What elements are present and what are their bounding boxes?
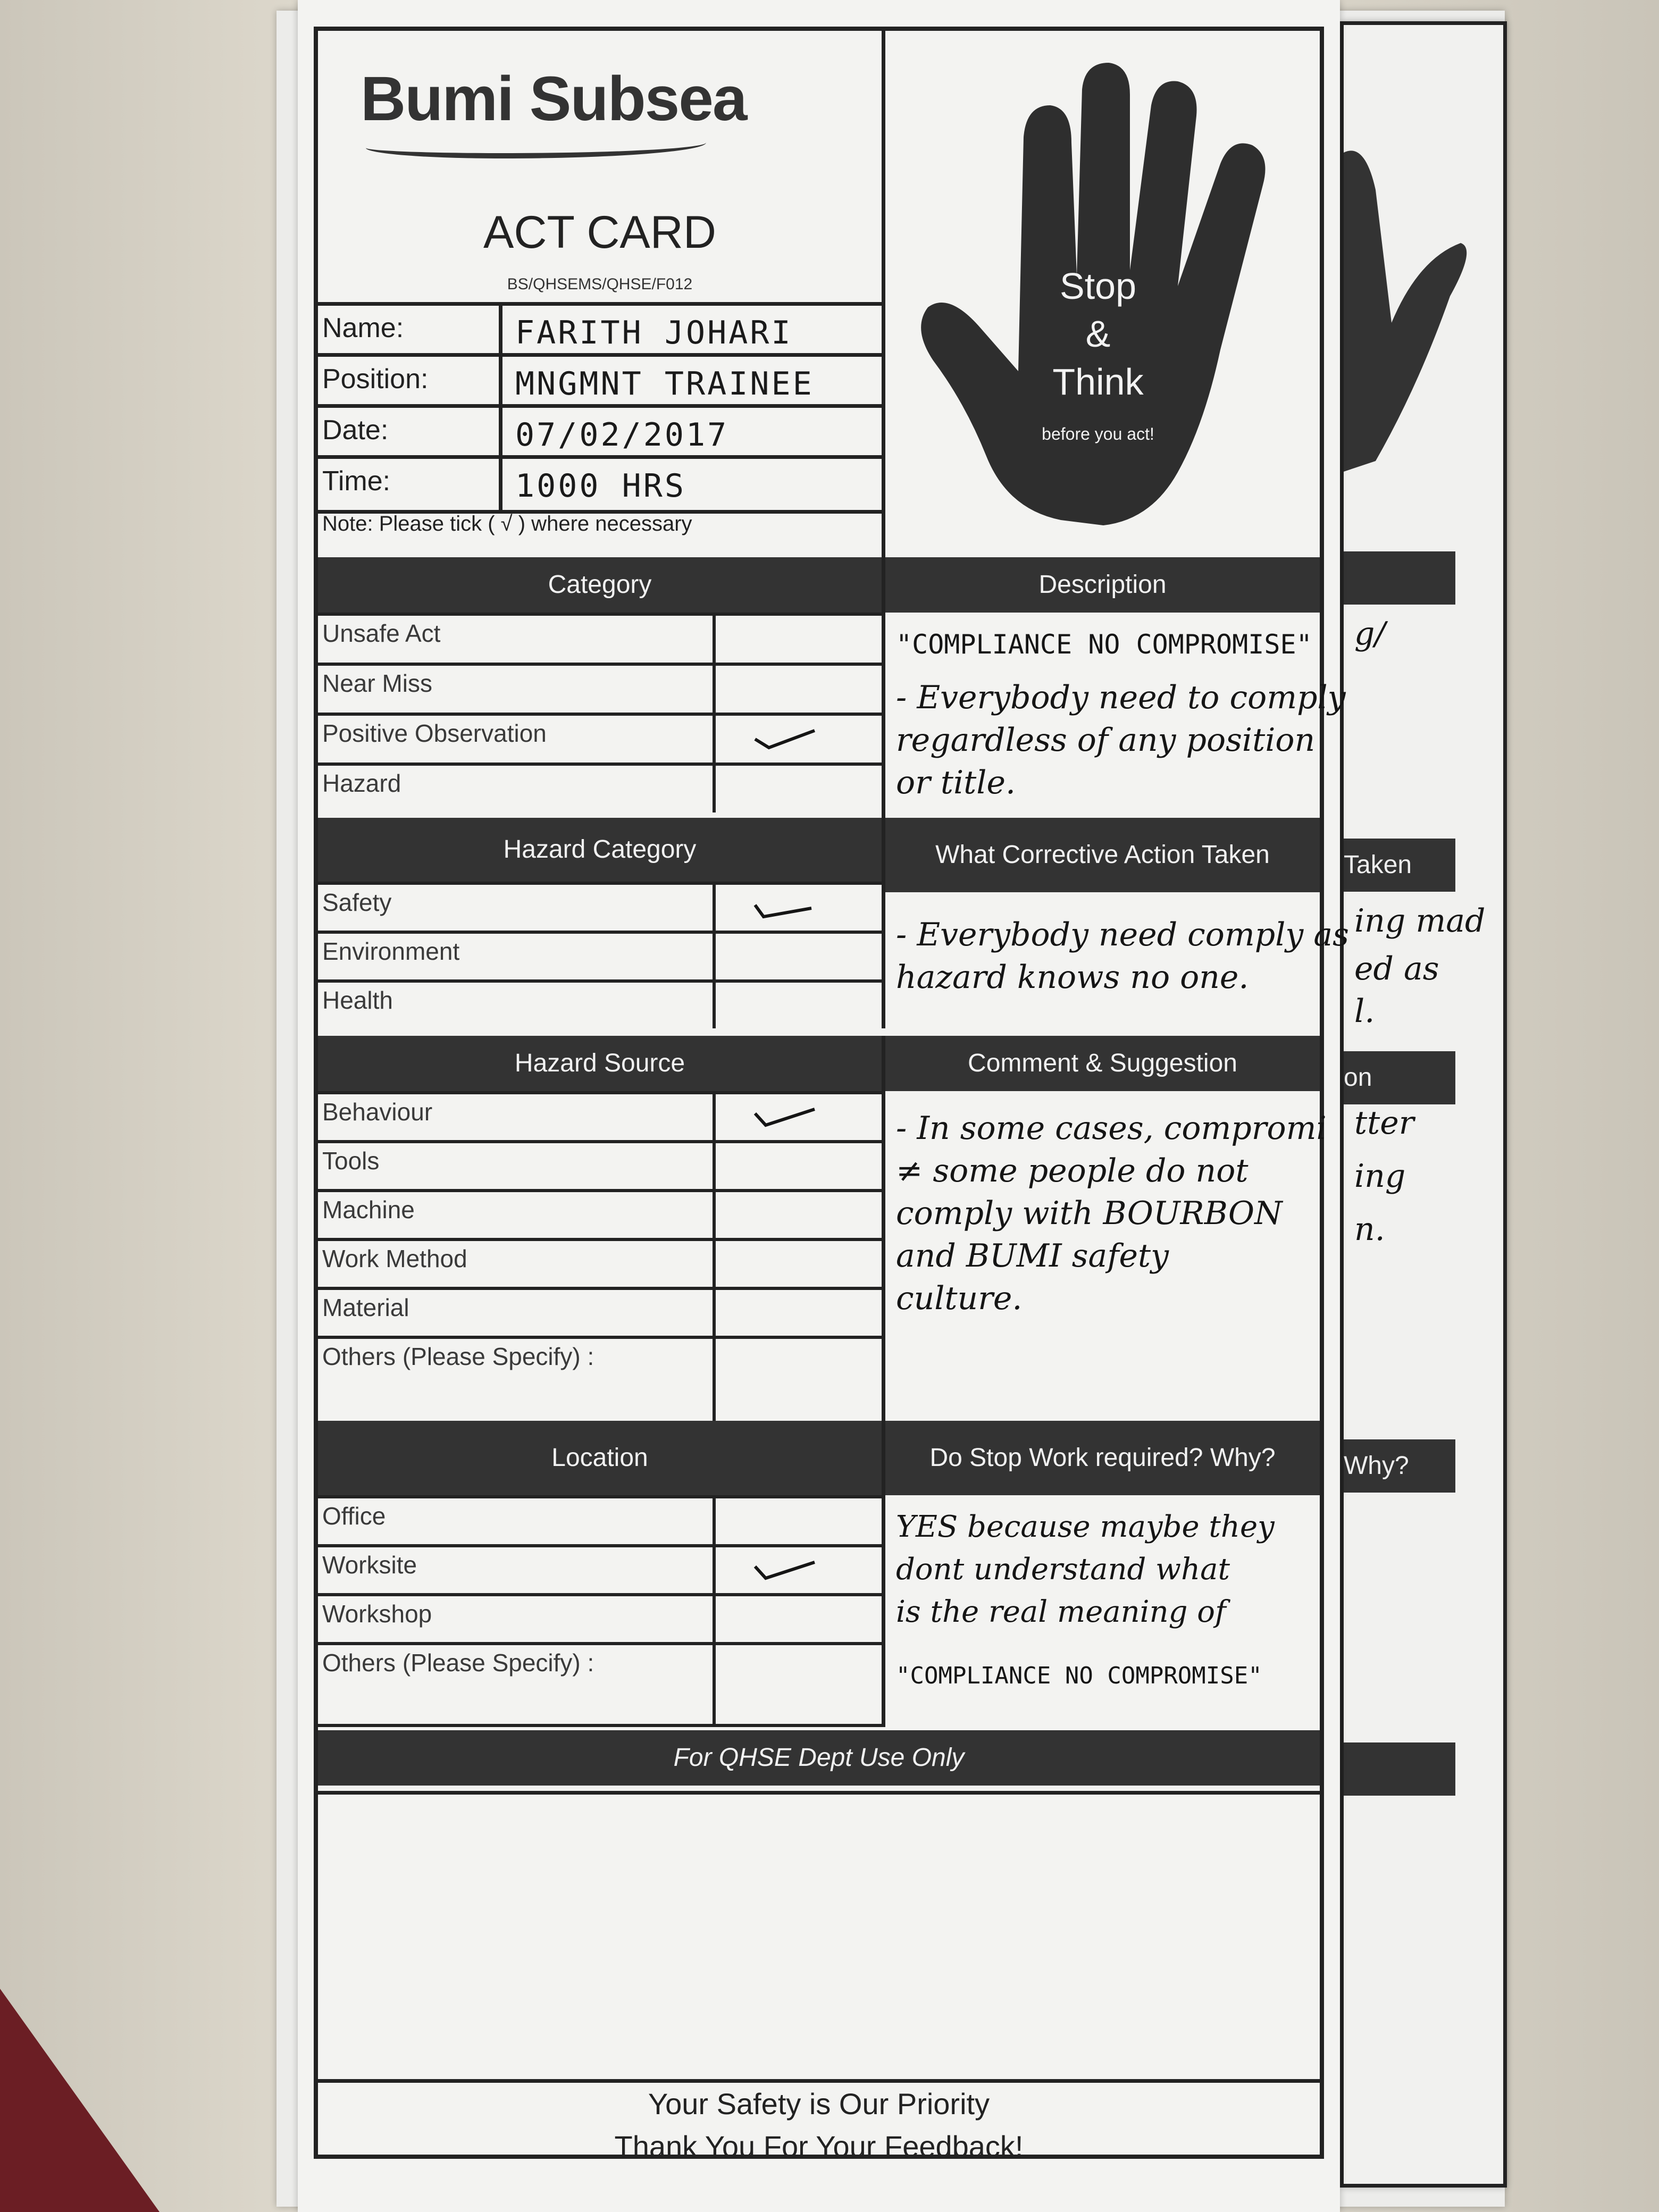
logo-swoosh	[366, 132, 706, 158]
location-checkbox[interactable]	[713, 1547, 882, 1593]
date-row	[318, 404, 882, 459]
footer-thanks: Thank You For Your Feedback!	[614, 2130, 1024, 2163]
category-row	[318, 613, 882, 663]
corrective-action-header: What Corrective Action Taken	[882, 818, 1320, 892]
back-card-text: tter	[1354, 1104, 1414, 1142]
location-row	[318, 1544, 882, 1593]
location-row	[318, 1593, 882, 1642]
hazard-source-row	[318, 1140, 882, 1189]
location-checkbox[interactable]	[713, 1498, 882, 1544]
back-card-band-label: on	[1344, 1063, 1372, 1092]
hazard-category-label: Environment	[322, 937, 460, 965]
stop-work-header: Do Stop Work required? Why?	[882, 1421, 1320, 1495]
back-card-hand-icon	[1344, 57, 1503, 535]
description-line: regardless of any position	[896, 722, 1316, 759]
hazard-category-row	[318, 931, 882, 979]
comment-line: ≠ some people do not	[896, 1152, 1249, 1189]
hazard-category-label: Health	[322, 986, 393, 1014]
category-checkbox[interactable]	[713, 666, 882, 713]
stop-work-line: YES because maybe they	[896, 1510, 1275, 1544]
category-label: Unsafe Act	[322, 619, 441, 647]
qhse-header: For QHSE Dept Use Only	[318, 1730, 1320, 1786]
category-label: Hazard	[322, 769, 401, 797]
footer-priority: Your Safety is Our Priority	[648, 2087, 990, 2121]
description-line: - Everybody need to comply	[896, 679, 1346, 716]
date-label: Date:	[322, 415, 389, 446]
back-card-band-3	[1344, 1051, 1455, 1104]
position-label: Position:	[322, 364, 429, 395]
back-card	[1340, 21, 1507, 2188]
description-field[interactable]	[882, 613, 1346, 844]
category-row	[318, 713, 882, 763]
position-row	[318, 353, 882, 408]
document-code: BS/QHSEMS/QHSE/F012	[507, 275, 693, 293]
comment-line: - In some cases, compromi	[896, 1110, 1327, 1147]
category-row	[318, 663, 882, 713]
hazard-source-row	[318, 1091, 882, 1140]
location-label: Others (Please Specify) :	[322, 1649, 594, 1677]
time-value: 1000 HRS	[515, 467, 686, 505]
hazard-source-checkbox[interactable]	[713, 1339, 882, 1421]
description-header: Description	[882, 557, 1320, 613]
tick-mark-icon	[753, 898, 817, 919]
hazard-category-label: Safety	[322, 889, 392, 916]
back-card-text: g/	[1354, 615, 1386, 652]
corrective-action-field[interactable]	[882, 892, 1349, 1028]
category-checkbox[interactable]	[713, 716, 882, 763]
tick-mark-icon	[753, 1559, 817, 1580]
back-card-text: ed as	[1354, 950, 1439, 987]
hazard-source-row	[318, 1336, 882, 1421]
category-checkbox[interactable]	[713, 766, 882, 812]
hazard-source-label: Behaviour	[322, 1098, 433, 1126]
date-field[interactable]	[499, 408, 881, 459]
tick-mark-icon	[753, 1106, 817, 1127]
card-header	[318, 31, 882, 557]
back-card-band-1	[1344, 551, 1455, 605]
hazard-category-header: Hazard Category	[318, 818, 882, 882]
hazard-source-label: Others (Please Specify) :	[322, 1343, 594, 1370]
position-value: MNGMNT TRAINEE	[515, 365, 814, 403]
back-card-band-2	[1344, 839, 1455, 892]
stop-work-line: "COMPLIANCE NO COMPROMISE"	[896, 1662, 1262, 1689]
hazard-source-checkbox[interactable]	[713, 1094, 882, 1140]
hazard-category-checkbox[interactable]	[713, 885, 882, 931]
hazard-source-header: Hazard Source	[318, 1036, 882, 1091]
category-checkbox[interactable]	[713, 616, 882, 663]
name-value: FARITH JOHARI	[515, 314, 793, 351]
location-row	[318, 1495, 882, 1544]
comment-line: comply with BOURBON	[896, 1195, 1283, 1232]
tick-mark-icon	[753, 728, 817, 750]
hazard-source-row	[318, 1287, 882, 1336]
category-row	[318, 763, 882, 812]
location-header: Location	[318, 1421, 882, 1495]
position-field[interactable]	[499, 357, 881, 408]
back-card-text: ing	[1354, 1158, 1406, 1195]
location-row	[318, 1642, 882, 1727]
category-header: Category	[318, 557, 882, 613]
company-logo: Bumi Subsea	[361, 64, 747, 134]
hazard-source-label: Work Method	[322, 1245, 467, 1272]
back-card-band-5	[1344, 1742, 1455, 1796]
act-card-frame	[314, 27, 1349, 2163]
comment-line: culture.	[896, 1280, 1023, 1317]
badge-tagline: before you act!	[1042, 424, 1154, 443]
hazard-source-row	[318, 1238, 882, 1287]
back-card-band-label: Why?	[1344, 1452, 1409, 1480]
back-card-band-label: Taken	[1344, 851, 1412, 879]
time-row	[318, 455, 882, 514]
name-field[interactable]	[499, 306, 881, 357]
badge-think: Think	[1052, 361, 1144, 403]
location-label: Office	[322, 1502, 386, 1530]
corrective-action-line: hazard knows no one.	[896, 959, 1249, 996]
location-checkbox[interactable]	[713, 1645, 882, 1724]
stop-think-badge	[882, 31, 1323, 557]
comment-header: Comment & Suggestion	[882, 1036, 1320, 1091]
back-card-text: n.	[1354, 1211, 1385, 1248]
back-card-text: l.	[1354, 993, 1375, 1030]
act-card	[298, 0, 1349, 2212]
hazard-category-checkbox[interactable]	[713, 934, 882, 979]
hazard-source-label: Machine	[322, 1196, 415, 1224]
location-checkbox[interactable]	[713, 1596, 882, 1642]
time-label: Time:	[322, 466, 391, 497]
hazard-source-row	[318, 1189, 882, 1238]
comment-field[interactable]	[882, 1091, 1327, 1421]
comment-line: and BUMI safety	[896, 1237, 1169, 1275]
name-row	[318, 302, 882, 357]
description-line: or title.	[896, 764, 1016, 801]
time-field[interactable]	[499, 459, 881, 510]
card-footer	[318, 2079, 1320, 2163]
hazard-category-row	[318, 979, 882, 1028]
name-label: Name:	[322, 313, 404, 343]
badge-ampersand: &	[1085, 313, 1111, 355]
location-label: Worksite	[322, 1551, 417, 1579]
description-line: "COMPLIANCE NO COMPROMISE"	[896, 629, 1312, 660]
stop-work-field[interactable]	[882, 1495, 1320, 1727]
tick-note: Note: Please tick ( √ ) where necessary	[322, 512, 692, 535]
hazard-source-checkbox[interactable]	[713, 1241, 882, 1287]
back-card-text: ing mad	[1354, 902, 1486, 940]
hazard-source-checkbox[interactable]	[713, 1143, 882, 1189]
hazard-source-checkbox[interactable]	[713, 1290, 882, 1336]
hazard-category-row	[318, 882, 882, 931]
location-label: Workshop	[322, 1600, 432, 1628]
hazard-source-label: Tools	[322, 1147, 380, 1175]
corrective-action-line: - Everybody need comply as	[896, 916, 1349, 953]
card-title: ACT CARD	[483, 207, 717, 258]
stop-work-line: is the real meaning of	[896, 1595, 1226, 1629]
date-value: 07/02/2017	[515, 416, 729, 454]
badge-stop: Stop	[1060, 265, 1136, 307]
category-label: Positive Observation	[322, 719, 547, 747]
qhse-use-area	[318, 1791, 1320, 2082]
stop-work-line: dont understand what	[896, 1552, 1230, 1587]
hazard-source-checkbox[interactable]	[713, 1192, 882, 1238]
hazard-source-label: Material	[322, 1294, 409, 1321]
back-card-band-4	[1344, 1439, 1455, 1493]
category-label: Near Miss	[322, 669, 433, 697]
hazard-category-checkbox[interactable]	[713, 983, 882, 1028]
